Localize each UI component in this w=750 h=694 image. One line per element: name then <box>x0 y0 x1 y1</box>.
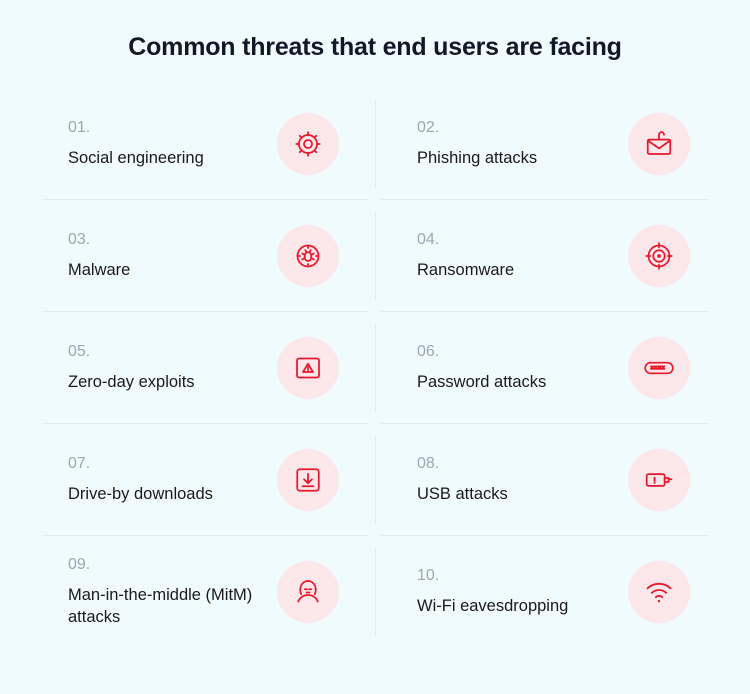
item-number: 05. <box>68 343 91 361</box>
item-text <box>417 342 546 393</box>
icon-bubble <box>628 561 690 623</box>
list-item <box>375 312 708 424</box>
item-number: 01. <box>68 119 91 137</box>
item-text <box>68 555 277 628</box>
gear-icon <box>293 129 323 159</box>
envelope-hook-icon <box>644 129 674 159</box>
item-label: Social engineering <box>68 149 204 168</box>
list-item <box>375 200 708 312</box>
item-text <box>417 566 568 617</box>
bug-target-icon <box>293 241 323 271</box>
item-text <box>417 454 508 505</box>
item-number: 04. <box>417 231 440 249</box>
list-item <box>375 424 708 536</box>
item-text <box>68 230 130 281</box>
icon-bubble <box>277 225 339 287</box>
item-number: 03. <box>68 231 91 249</box>
list-item <box>375 536 708 648</box>
item-label: Malware <box>68 261 131 280</box>
item-label: Ransomware <box>417 261 515 280</box>
list-item <box>42 200 375 312</box>
icon-bubble <box>277 449 339 511</box>
item-label: USB attacks <box>417 485 508 504</box>
item-number: 07. <box>68 455 91 473</box>
item-number: 02. <box>417 119 440 137</box>
item-label: Man-in-the-middle (MitM) attacks <box>68 586 253 627</box>
item-label: Phishing attacks <box>417 149 538 168</box>
item-number: 09. <box>68 556 91 574</box>
list-item <box>375 88 708 200</box>
item-text <box>68 118 204 169</box>
download-icon <box>293 465 323 495</box>
icon-bubble <box>277 561 339 623</box>
warning-triangle-icon <box>293 353 323 383</box>
icon-bubble <box>277 113 339 175</box>
icon-bubble <box>277 337 339 399</box>
item-number: 10. <box>417 567 440 585</box>
icon-bubble <box>628 449 690 511</box>
item-text <box>68 342 195 393</box>
item-label: Password attacks <box>417 373 547 392</box>
item-number: 06. <box>417 343 440 361</box>
icon-bubble <box>628 337 690 399</box>
usb-alert-icon <box>643 464 675 496</box>
crosshair-target-icon <box>644 241 674 271</box>
list-item <box>42 424 375 536</box>
item-number: 08. <box>417 455 440 473</box>
item-text <box>417 230 514 281</box>
wifi-icon <box>643 576 675 608</box>
page-title: Common threats that end users are facing <box>128 33 622 61</box>
item-text <box>417 118 537 169</box>
item-label: Wi-Fi eavesdropping <box>417 597 569 616</box>
icon-bubble <box>628 113 690 175</box>
list-item <box>42 312 375 424</box>
hooded-person-icon <box>293 577 323 607</box>
list-item <box>42 536 375 648</box>
item-label: Zero-day exploits <box>68 373 195 392</box>
password-dots-icon <box>642 351 676 385</box>
item-text <box>68 454 213 505</box>
item-label: Drive-by downloads <box>68 485 213 504</box>
icon-bubble <box>628 225 690 287</box>
list-item <box>42 88 375 200</box>
threat-grid <box>42 88 708 648</box>
